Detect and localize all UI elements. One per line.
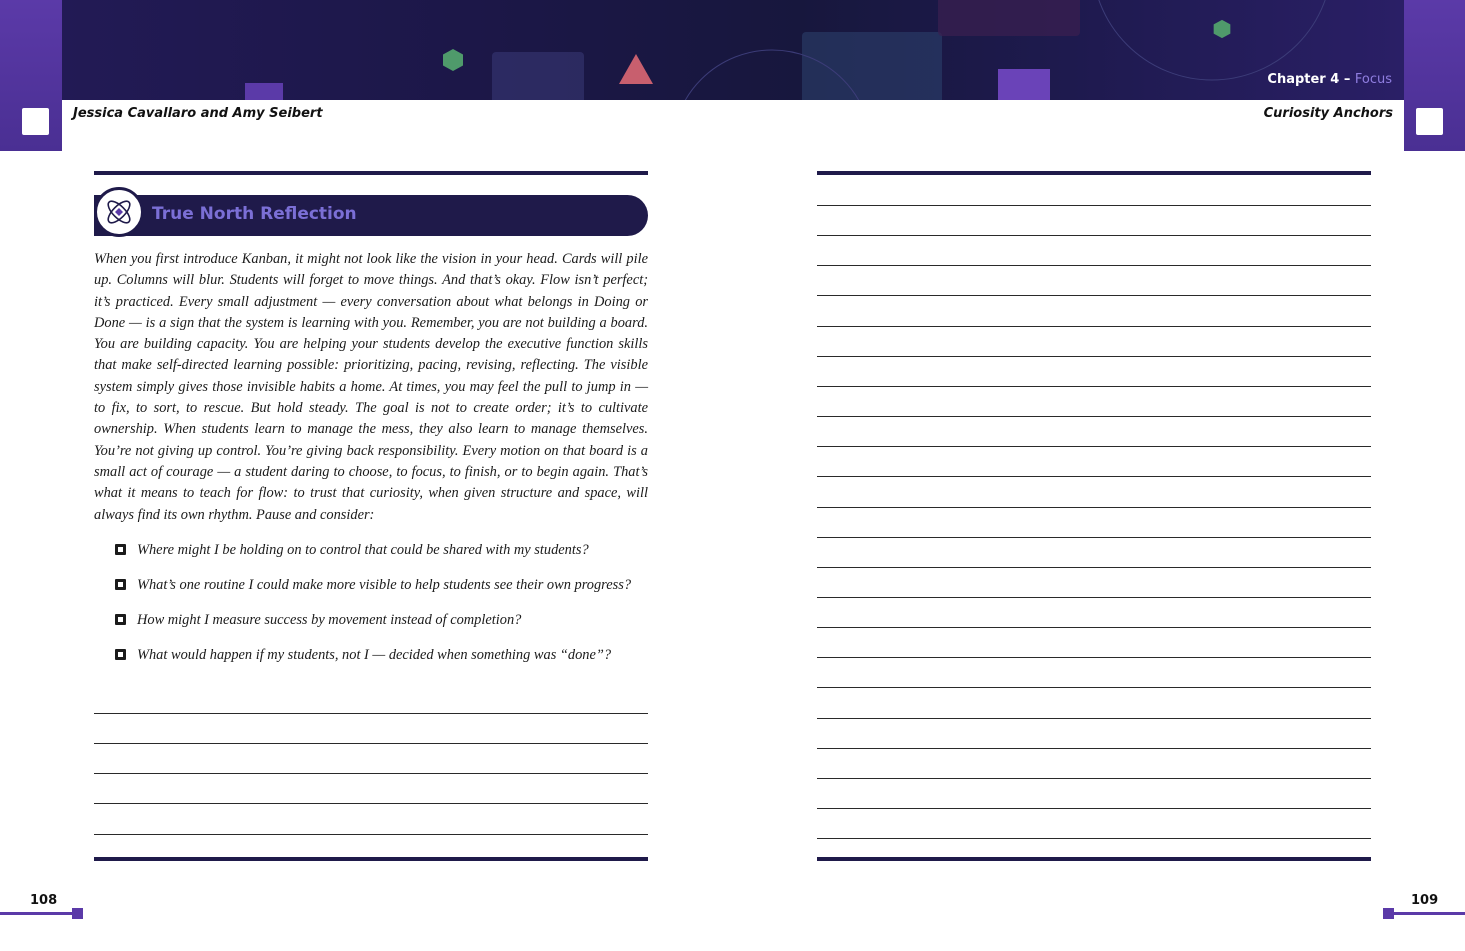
checkbox-bullet-icon [115,544,126,555]
left-top-rule [94,171,648,175]
right-top-rule [817,171,1371,175]
writing-line [817,235,1371,236]
writing-line [94,834,648,835]
banner-rect-shape [245,83,283,100]
left-side-tab [0,0,62,151]
writing-line [817,687,1371,688]
right-running-head: Curiosity Anchors [1263,106,1393,121]
footer-square-left [72,908,83,919]
list-item: What’s one routine I could make more visible to help students see their own progress? [115,575,635,596]
triangle-icon [619,54,653,84]
writing-line [817,748,1371,749]
writing-line [94,773,648,774]
left-bottom-rule [94,857,648,861]
writing-line [817,627,1371,628]
chapter-name: Focus [1354,72,1392,87]
writing-line [94,743,648,744]
writing-line [817,476,1371,477]
writing-line [817,537,1371,538]
right-tab-square [1416,108,1443,135]
section-title: True North Reflection [152,204,357,224]
list-item: Where might I be holding on to control that could be shared with my students? [115,540,635,561]
writing-line [817,326,1371,327]
list-item: How might I measure success by movement instead of completion? [115,610,635,631]
question-list [115,540,635,680]
banner-rect-shape [492,52,584,100]
list-item: What would happen if my students, not I — decided when something was “done”? [115,645,635,666]
writing-line [817,838,1371,839]
writing-line [817,597,1371,598]
banner-arc-decoration [662,40,882,100]
writing-line [817,356,1371,357]
banner-rect-shape [938,0,1080,36]
writing-line [817,718,1371,719]
page-number-right: 109 [1411,893,1439,908]
chapter-number: Chapter 4 – [1267,72,1351,87]
checkbox-bullet-icon [115,649,126,660]
chapter-label [1267,72,1392,87]
footer-line-right [1390,912,1465,915]
writing-line [817,808,1371,809]
checkbox-bullet-icon [115,614,126,625]
checkbox-bullet-icon [115,579,126,590]
page-number-left: 108 [30,893,58,908]
writing-line [817,386,1371,387]
left-tab-square [22,108,49,135]
writing-line [817,778,1371,779]
right-bottom-rule [817,857,1371,861]
reflection-body: When you first introduce Kanban, it might not look like the vision in your head. Cards will pile up. Columns will blur. Students will forget to move things. And that’s okay. Flow isn’t perfect; it’s practiced. Every small adjustment — every conversation about what belongs in Doing or Done — is a sign that the system is learning with you. Remember, you are not building a board. You are building capacity. You are helping your students develop the executive function skills that make self-directed learning possible: prioritizing, pacing, revising, reflecting. The visible system simply gives those invisible habits a home. At times, you may feel the pull to jump in — to fix, to sort, to rescue. But hold steady. The goal is not to create order; it’s to cultivate ownership. When students learn to manage the mess, they also learn to manage themselves. You’re not giving up control. You’re giving back responsibility. Every motion on that board is a small act of courage — a student daring to choose, to focus, to finish, or to begin again. That’s what it means to teach for flow: to trust that curiosity, when given structure and space, will always find its own rhythm. Pause and consider: [94,251,648,523]
writing-line [94,713,648,714]
hexagon-icon [441,48,465,72]
left-running-head: Jessica Cavallaro and Amy Seibert [73,106,323,121]
section-header-band [94,195,648,236]
chapter-banner [62,0,1404,100]
atom-icon [94,187,144,237]
writing-line [817,507,1371,508]
writing-line [817,295,1371,296]
writing-line [817,416,1371,417]
writing-line [817,657,1371,658]
writing-line [817,567,1371,568]
writing-line [817,205,1371,206]
writing-line [94,803,648,804]
footer-square-right [1383,908,1394,919]
banner-rect-shape [998,69,1050,100]
right-side-tab [1404,0,1465,151]
footer-line-left [0,912,76,915]
writing-line [817,446,1371,447]
writing-line [817,265,1371,266]
